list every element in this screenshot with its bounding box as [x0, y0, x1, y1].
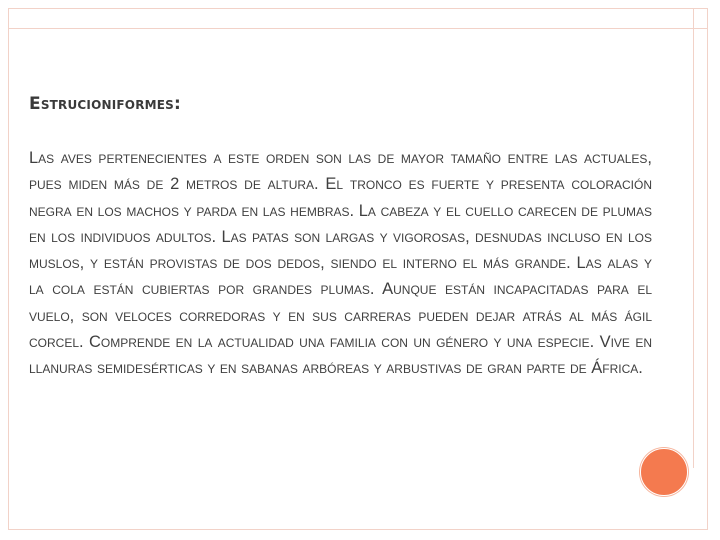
- slide-title: Estrucioniformes:: [29, 94, 182, 114]
- frame-top-divider: [8, 28, 708, 29]
- accent-circle-decoration: [640, 448, 688, 496]
- slide-body-text: Las aves pertenecientes a este orden son las de mayor tamaño entre las actuales, pues miden más de 2 metros de altura. El tronco es fuerte y presenta coloración negra en los machos y parda en las hembras. La cabeza y el cuello carecen de plumas en los individuos adultos. Las patas son largas y vigorosas, desnudas incluso en los muslos, y están provistas de dos dedos, siendo el interno el más grande. Las alas y la cola están cubiertas por grandes plumas. Aunque están incapacitadas para el vuelo, son veloces corredoras y en sus carreras pueden dejar atrás al más ágil corcel. Comprende en la actualidad una familia con un género y una especie. Vive en llanuras semidesérticas y en sabanas arbóreas y arbustivas de gran parte de África.: [29, 149, 652, 378]
- frame-right-divider: [693, 8, 694, 468]
